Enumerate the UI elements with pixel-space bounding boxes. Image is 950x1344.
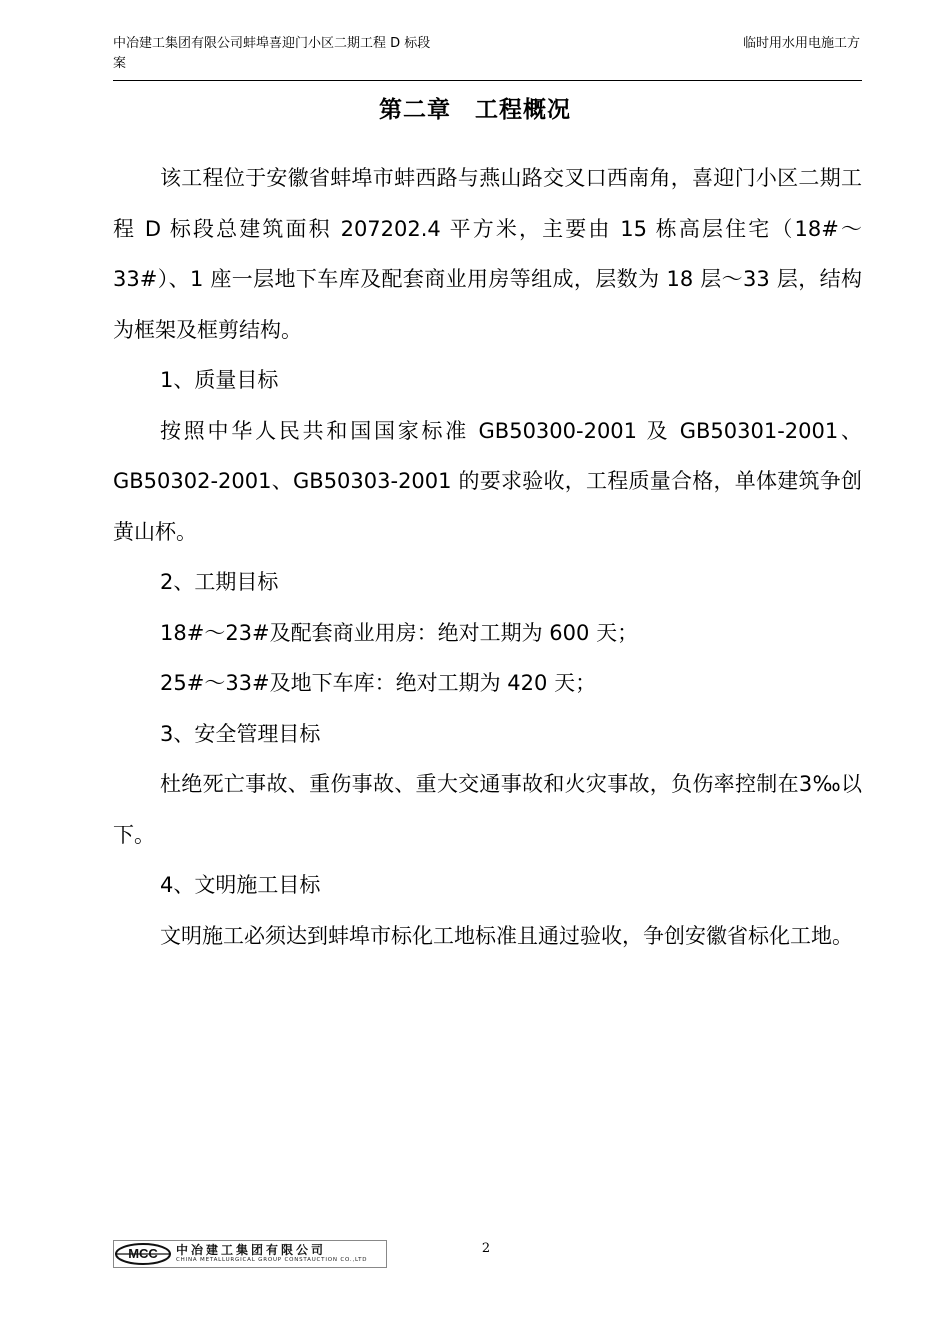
quality-goal-paragraph: 按照中华人民共和国国家标准 GB50300-2001 及 GB50301-2001、GB50302-2001、GB50303-2001 的要求验收，工程质量合格，单体建筑争创黄山杯。 (113, 418, 862, 544)
safety-goal-heading: 3、安全管理目标 (160, 721, 321, 746)
civil-construction-goal-paragraph: 文明施工必须达到蚌埠市标化工地标准且通过验收，争创安徽省标化工地。 (160, 923, 853, 948)
civil-construction-goal-heading: 4、文明施工目标 (160, 873, 321, 897)
company-name-english: CHINA METALLURGICAL GROUP CONSTAUCTION CO.,LTD (176, 1257, 368, 1264)
page-number: 2 (481, 1241, 491, 1256)
schedule-goal-heading: 2、工期目标 (160, 570, 279, 594)
company-name-chinese: 中冶建工集团有限公司 (176, 1243, 327, 1258)
header-project-title: 中冶建工集团有限公司蚌埠喜迎门小区二期工程 D 标段 (113, 36, 431, 51)
header-left (113, 34, 493, 74)
safety-goal-paragraph: 杜绝死亡事故、重伤事故、重大交通事故和火灾事故，负伤率控制在3‰以下。 (113, 772, 862, 847)
chapter-title: 第二章 工程概况 (379, 97, 571, 123)
header-document-title: 临时用水用电施工方 (742, 36, 860, 51)
quality-goal-heading: 1、质量目标 (160, 368, 279, 392)
header-project-title-continued: 案 (113, 56, 127, 71)
project-overview-paragraph: 该工程位于安徽省蚌埠市蚌西路与燕山路交叉口西南角，喜迎门小区二期工程 D 标段总建筑面积 207202.4 平方米，主要由 15 栋高层住宅（18#～33#）、1 座一层地下车库及配套商业用房等组成，层数为 18 层～33 层，结构为框架及框剪结构。 (113, 166, 862, 342)
page-header (113, 34, 862, 81)
document-body (113, 153, 862, 961)
schedule-goal-line-1: 18#～23#及配套商业用房：绝对工期为 600 天； (160, 620, 639, 645)
mcc-logo-mark: MCC (128, 1246, 158, 1261)
schedule-goal-line-2: 25#～33#及地下车库：绝对工期为 420 天； (160, 671, 597, 695)
